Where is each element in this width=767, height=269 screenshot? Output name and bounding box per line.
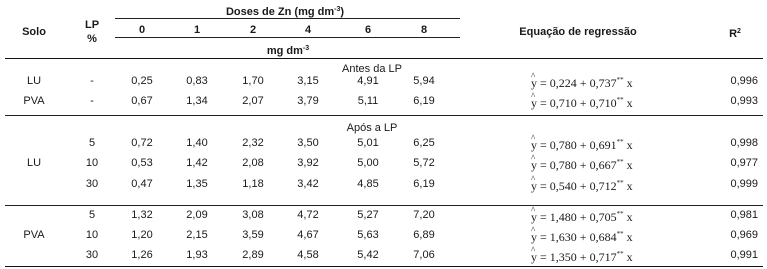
eq-significance: ** xyxy=(616,158,624,166)
y-hat-symbol: ^ y xyxy=(531,77,537,89)
cell-lp: 5 xyxy=(88,209,96,221)
header-bottom-rule xyxy=(5,58,763,59)
dose-col-header: 1 xyxy=(193,24,201,36)
eq-slope: 0,710 xyxy=(589,96,617,110)
regression-equation: ^ y = 0,540 + 0,712** x xyxy=(531,177,633,192)
eq-slope: 0,667 xyxy=(589,158,617,172)
cell-value: 0,53 xyxy=(131,157,153,169)
eq-slope: 0,717 xyxy=(589,250,617,264)
cell-value: 3,15 xyxy=(297,75,319,87)
eq-intercept: 0,710 xyxy=(549,96,577,110)
eq-intercept: 0,540 xyxy=(549,179,577,193)
cell-value: 3,59 xyxy=(242,229,264,241)
cell-r2: 0,999 xyxy=(730,178,758,190)
eq-slope: 0,712 xyxy=(589,179,617,193)
dose-col-header: 2 xyxy=(249,24,257,36)
eq-intercept: 1,480 xyxy=(549,210,577,224)
cell-value: 1,18 xyxy=(242,178,264,190)
cell-value: 3,79 xyxy=(297,95,319,107)
cell-value: 0,25 xyxy=(131,75,153,87)
eq-slope: 0,684 xyxy=(589,230,617,244)
cell-value: 4,91 xyxy=(357,75,379,87)
cell-lp: 30 xyxy=(85,249,99,261)
cell-value: 0,67 xyxy=(131,95,153,107)
cell-value: 1,20 xyxy=(131,229,153,241)
dose-col-header: 6 xyxy=(364,24,372,36)
y-hat-symbol: ^ y xyxy=(531,97,537,109)
cell-r2: 0,969 xyxy=(730,229,758,241)
eq-significance: ** xyxy=(616,179,624,187)
y-hat-symbol: ^ y xyxy=(531,159,537,171)
cell-value: 3,92 xyxy=(297,157,319,169)
cell-value: 1,40 xyxy=(186,137,208,149)
eq-significance: ** xyxy=(616,210,624,218)
cell-value: 5,00 xyxy=(357,157,379,169)
cell-r2: 0,993 xyxy=(730,95,758,107)
eq-intercept: 0,224 xyxy=(549,76,577,90)
cell-solo: LU xyxy=(26,75,42,87)
dose-col-header: 8 xyxy=(420,24,428,36)
dose-col-header: 0 xyxy=(138,24,146,36)
cell-value: 5,63 xyxy=(357,229,379,241)
col-header-lp-unit: % xyxy=(87,33,97,45)
cell-value: 1,93 xyxy=(186,249,208,261)
regression-equation: ^ y = 0,780 + 0,667** x xyxy=(531,156,633,171)
cell-lp: - xyxy=(90,95,94,107)
section-label-apos: Após a LP xyxy=(346,122,398,134)
y-hat-symbol: ^ y xyxy=(531,180,537,192)
cell-value: 1,32 xyxy=(131,209,153,221)
cell-lp: 30 xyxy=(85,178,99,190)
cell-r2: 0,977 xyxy=(730,157,758,169)
cell-value: 4,72 xyxy=(297,209,319,221)
eq-intercept: 0,780 xyxy=(549,138,577,152)
cell-value: 1,35 xyxy=(186,178,208,190)
section-label-antes: Antes da LP xyxy=(342,63,402,75)
cell-value: 2,09 xyxy=(186,209,208,221)
regression-equation: ^ y = 1,630 + 0,684** x xyxy=(531,228,633,243)
cell-solo: PVA xyxy=(23,95,45,107)
cell-value: 1,34 xyxy=(186,95,208,107)
eq-significance: ** xyxy=(616,96,624,104)
col-header-lp: LP xyxy=(84,19,100,31)
eq-significance: ** xyxy=(616,76,624,84)
regression-equation: ^ y = 1,350 + 0,717** x xyxy=(531,248,633,263)
cell-value: 6,19 xyxy=(413,178,435,190)
cell-value: 2,08 xyxy=(242,157,264,169)
regression-equation: ^ y = 0,224 + 0,737** x xyxy=(531,74,633,89)
dose-cols-rule xyxy=(115,37,460,38)
dose-col-header: 4 xyxy=(304,24,312,36)
eq-significance: ** xyxy=(616,138,624,146)
cell-r2: 0,998 xyxy=(730,137,758,149)
cell-value: 5,94 xyxy=(413,75,435,87)
col-header-unit: mg $dm^{-3}$ xyxy=(266,45,310,57)
col-header-solo: Solo xyxy=(22,26,46,38)
eq-slope: 0,737 xyxy=(589,76,617,90)
cell-value: 1,42 xyxy=(186,157,208,169)
cell-value: 4,67 xyxy=(297,229,319,241)
cell-value: 7,06 xyxy=(413,249,435,261)
eq-significance: ** xyxy=(616,250,624,258)
cell-r2: 0,991 xyxy=(730,249,758,261)
regression-equation: ^ y = 1,480 + 0,705** x xyxy=(531,208,633,223)
section-rule xyxy=(5,115,763,116)
eq-intercept: 1,350 xyxy=(549,250,577,264)
y-hat-symbol: ^ y xyxy=(531,251,537,263)
eq-intercept: 0,780 xyxy=(549,158,577,172)
cell-value: 4,85 xyxy=(357,178,379,190)
col-header-r2: $R^2$ xyxy=(729,28,741,40)
y-hat-symbol: ^ y xyxy=(531,139,537,151)
cell-value: 6,89 xyxy=(413,229,435,241)
col-header-doses: Doses de Zn (mg $dm^{-3}$) xyxy=(225,6,345,18)
cell-lp: 10 xyxy=(85,157,99,169)
col-header-equation: Equação de regressão xyxy=(519,26,637,38)
cell-r2: 0,981 xyxy=(730,209,758,221)
cell-value: 3,08 xyxy=(242,209,264,221)
cell-value: 1,70 xyxy=(242,75,264,87)
group-rule xyxy=(5,205,763,206)
regression-equation: ^ y = 0,710 + 0,710** x xyxy=(531,94,633,109)
cell-r2: 0,996 xyxy=(730,75,758,87)
cell-lp: 5 xyxy=(88,137,96,149)
cell-value: 0,83 xyxy=(186,75,208,87)
table-bottom-rule xyxy=(5,266,763,267)
cell-value: 5,01 xyxy=(357,137,379,149)
cell-value: 3,42 xyxy=(297,178,319,190)
cell-value: 5,27 xyxy=(357,209,379,221)
cell-value: 2,07 xyxy=(242,95,264,107)
cell-lp: - xyxy=(90,75,94,87)
cell-value: 3,50 xyxy=(297,137,319,149)
cell-value: 5,42 xyxy=(357,249,379,261)
cell-value: 0,47 xyxy=(131,178,153,190)
cell-value: 2,15 xyxy=(186,229,208,241)
cell-value: 0,72 xyxy=(131,137,153,149)
cell-value: 4,58 xyxy=(297,249,319,261)
cell-solo: PVA xyxy=(23,229,45,241)
regression-equation: ^ y = 0,780 + 0,691** x xyxy=(531,136,633,151)
eq-slope: 0,691 xyxy=(589,138,617,152)
cell-value: 5,72 xyxy=(413,157,435,169)
cell-value: 5,11 xyxy=(357,95,379,107)
cell-value: 6,25 xyxy=(413,137,435,149)
cell-lp: 10 xyxy=(85,229,99,241)
cell-solo: LU xyxy=(26,157,42,169)
cell-value: 7,20 xyxy=(413,209,435,221)
eq-significance: ** xyxy=(616,230,624,238)
y-hat-symbol: ^ y xyxy=(531,211,537,223)
eq-slope: 0,705 xyxy=(589,210,617,224)
cell-value: 6,19 xyxy=(413,95,435,107)
eq-intercept: 1,630 xyxy=(549,230,577,244)
y-hat-symbol: ^ y xyxy=(531,231,537,243)
cell-value: 2,32 xyxy=(242,137,264,149)
doses-span-rule xyxy=(115,18,460,19)
cell-value: 1,26 xyxy=(131,249,153,261)
cell-value: 2,89 xyxy=(242,249,264,261)
